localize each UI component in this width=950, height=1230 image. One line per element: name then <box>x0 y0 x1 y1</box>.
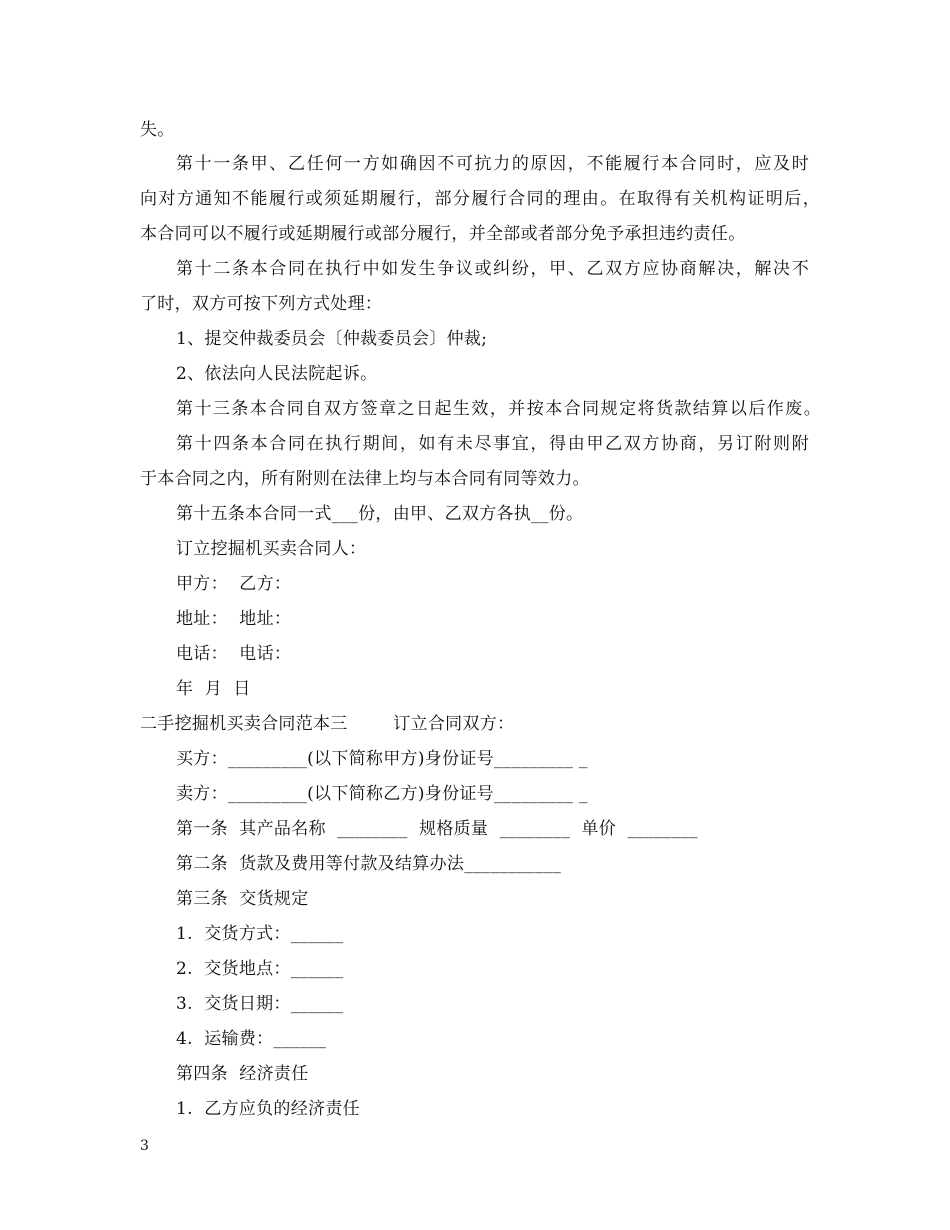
seller-line: 卖方：_________(以下简称乙方)身份证号_________ _ <box>176 784 588 804</box>
article-13: 第十三条本合同自双方签章之日起生效，并按本合同规定将货款结算以后作废。 <box>176 399 821 419</box>
article-12-line-2: 了时，双方可按下列方式处理： <box>140 294 383 314</box>
article-11-line-1: 第十一条甲、乙任何一方如确因不可抗力的原因，不能履行本合同时，应及时 <box>176 154 809 174</box>
article-12-line-1: 第十二条本合同在执行中如发生争议或纠纷，甲、乙双方应协商解决，解决不 <box>176 259 809 279</box>
article-14-line-2: 于本合同之内，所有附则在法律上均与本合同有同等效力。 <box>140 469 590 489</box>
article-4-liability: 第四条 经济责任 <box>176 1064 309 1084</box>
article-2-payment: 第二条 货款及费用等付款及结算办法___________ <box>176 854 562 874</box>
article-11-line-2: 向对方通知不能履行或须延期履行，部分履行合同的理由。在取得有关机构证明后， <box>140 189 820 209</box>
dispute-option-2: 2、依法向人民法院起诉。 <box>176 364 378 384</box>
phone-line: 电话： 电话： <box>176 644 292 664</box>
signatories-heading: 订立挖掘机买卖合同人： <box>176 539 367 559</box>
page-number: 3 <box>140 1138 149 1154</box>
dispute-option-1: 1、提交仲裁委员会〔仲裁委员会〕仲裁; <box>176 329 488 349</box>
address-line: 地址： 地址： <box>176 609 292 629</box>
template-three-heading: 二手挖掘机买卖合同范本三 订立合同双方： <box>140 714 515 734</box>
article-11-line-3: 本合同可以不履行或延期履行或部分履行，并全部或者部分免予承担违约责任。 <box>140 224 746 244</box>
article-3-delivery: 第三条 交货规定 <box>176 889 309 909</box>
delivery-date: 3. 交货日期：______ <box>176 994 344 1014</box>
transport-fee: 4. 运输费：______ <box>176 1029 327 1049</box>
party-b-liability: 1. 乙方应负的经济责任 <box>176 1099 360 1119</box>
date-line: 年 月 日 <box>176 679 251 699</box>
party-line: 甲方： 乙方： <box>176 574 292 594</box>
text-line-continuation: 失。 <box>140 120 175 140</box>
delivery-location: 2. 交货地点：______ <box>176 959 344 979</box>
buyer-line: 买方：_________(以下简称甲方)身份证号_________ _ <box>176 749 588 769</box>
article-1-product: 第一条 其产品名称 ________ 规格质量 ________ 单价 ________ <box>176 819 698 839</box>
delivery-method: 1. 交货方式：______ <box>176 924 344 944</box>
article-15: 第十五条本合同一式___份，由甲、乙双方各执__份。 <box>176 504 584 524</box>
article-14-line-1: 第十四条本合同在执行期间，如有未尽事宜，得由甲乙双方协商，另订附则附 <box>176 434 809 454</box>
